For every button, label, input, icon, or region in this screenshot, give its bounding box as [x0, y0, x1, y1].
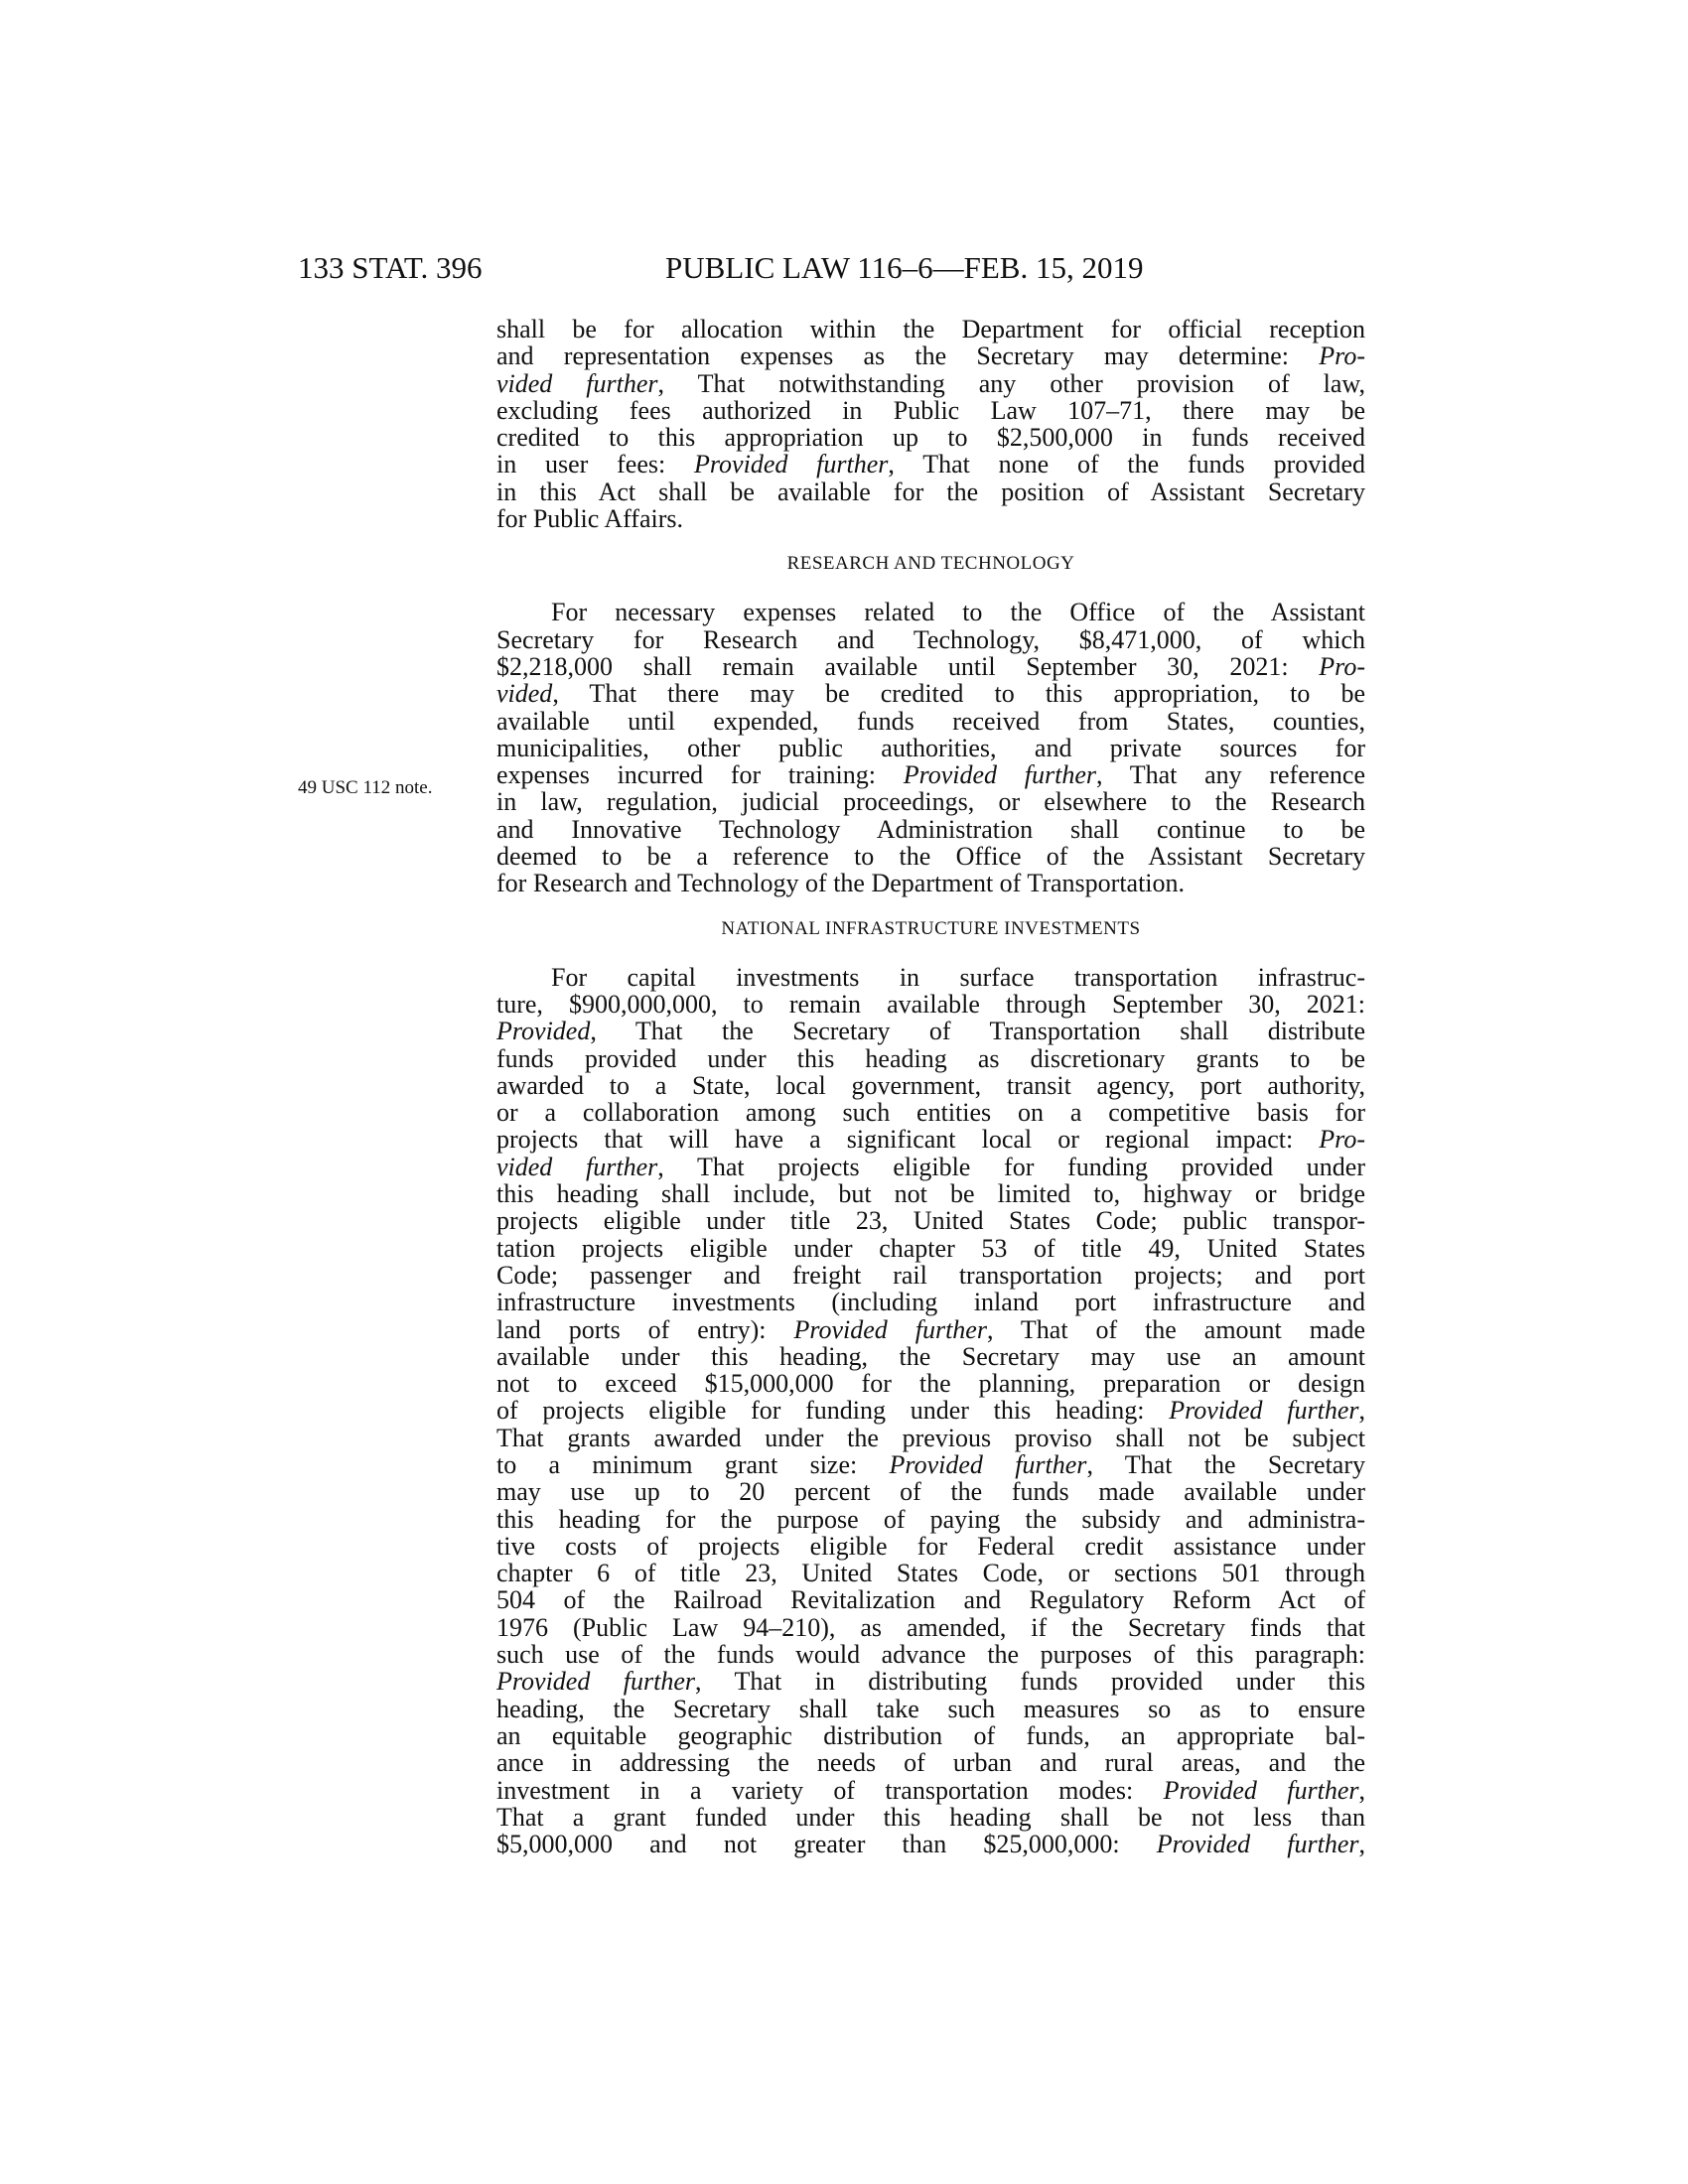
text-line: an equitable geographic distribution of funds, an appropriate bal- — [496, 1720, 1365, 1750]
section-research-and-technology — [496, 552, 1365, 896]
stat-citation: 133 STAT. 396 — [298, 250, 483, 285]
text-line: not to exceed $15,000,000 for the planning, preparation or design — [496, 1369, 1365, 1399]
text-line: chapter 6 of title 23, United States Code, or sections 501 through — [496, 1559, 1365, 1588]
italic-proviso: Provided further — [903, 760, 1096, 790]
italic-proviso: Pro- — [1319, 1125, 1365, 1155]
text-line: available until expended, funds received from States, counties, — [496, 706, 1365, 736]
text-line: For capital investments in surface transportation infrastruc- — [551, 962, 1365, 992]
text-line: excluding fees authorized in Public Law 107–71, there may be — [496, 395, 1365, 425]
margin-note-usc-citation: 49 USC 112 note. — [298, 777, 433, 798]
text-line: or a collaboration among such entities on a competitive basis for — [496, 1098, 1365, 1128]
text-line: this heading for the purpose of paying the subsidy and administra- — [496, 1504, 1365, 1534]
text-line: tive costs of projects eligible for Federal credit assistance under — [496, 1531, 1365, 1561]
section-lines — [496, 964, 1365, 1858]
text-line: ance in addressing the needs of urban and rural areas, and the — [496, 1748, 1365, 1778]
text-line: shall be for allocation within the Department for official reception — [496, 315, 1365, 343]
text-line: tation projects eligible under chapter 53 of title 49, United States — [496, 1233, 1365, 1263]
text-line: and Innovative Technology Administration shall continue to be — [496, 814, 1365, 844]
text-line: For necessary expenses related to the Office of the Assistant — [551, 598, 1365, 627]
italic-proviso: Pro- — [1319, 651, 1365, 681]
text-line: Provided, That the Secretary of Transportation shall distribute — [496, 1017, 1365, 1046]
text-line: $2,218,000 shall remain available until September 30, 2021: Pro- — [496, 651, 1365, 681]
text-line: vided further, That projects eligible for funding provided under — [496, 1152, 1365, 1181]
text-line: available under this heading, the Secretary may use an amount — [496, 1341, 1365, 1371]
text-line: $5,000,000 and not greater than $25,000,000: Provided further, — [496, 1830, 1366, 1859]
text-line: such use of the funds would advance the purposes of this paragraph: — [496, 1640, 1365, 1670]
italic-proviso: vided — [496, 679, 553, 709]
text-line: 504 of the Railroad Revitalization and Regulatory Reform Act of — [496, 1585, 1365, 1615]
text-line: municipalities, other public authorities, and private sources for — [496, 733, 1365, 762]
italic-proviso: Provided further — [889, 1449, 1087, 1479]
text-line: for Public Affairs. — [496, 504, 683, 534]
section-continued-text — [496, 316, 1365, 532]
section-lines — [496, 316, 1365, 532]
text-line: infrastructure investments (including inland port infrastructure and — [496, 1288, 1365, 1317]
text-line: awarded to a State, local government, transit agency, port authority, — [496, 1070, 1365, 1100]
italic-proviso: Provided further — [496, 1667, 696, 1697]
text-line: Provided further, That in distributing funds provided under this — [496, 1667, 1365, 1697]
section-heading: NATIONAL INFRASTRUCTURE INVESTMENTS — [721, 917, 1141, 939]
text-line: may use up to 20 percent of the funds made available under — [496, 1477, 1365, 1507]
section-heading: RESEARCH AND TECHNOLOGY — [786, 553, 1075, 575]
text-line: vided, That there may be credited to this appropriation, to be — [496, 679, 1365, 709]
text-line: projects eligible under title 23, United States Code; public transpor- — [496, 1206, 1365, 1236]
text-line: Code; passenger and freight rail transportation projects; and port — [496, 1260, 1365, 1290]
italic-proviso: Provided further — [1163, 1775, 1359, 1805]
text-line: in this Act shall be available for the position of Assistant Secretary — [496, 477, 1365, 506]
italic-proviso: Provided further — [793, 1314, 987, 1344]
text-line: ture, $900,000,000, to remain available through September 30, 2021: — [496, 989, 1365, 1019]
text-line: vided further, That notwithstanding any other provision of law, — [496, 368, 1365, 398]
text-line: land ports of entry): Provided further, That of the amount made — [496, 1314, 1365, 1344]
section-lines — [496, 599, 1365, 896]
text-line: projects that will have a significant local or regional impact: Pro- — [496, 1125, 1365, 1155]
text-line: heading, the Secretary shall take such measures so as to ensure — [496, 1694, 1365, 1723]
italic-proviso: Provided — [496, 1017, 591, 1046]
text-line: Secretary for Research and Technology, $8,471,000, of which — [496, 624, 1365, 654]
italic-proviso: vided further — [496, 368, 658, 398]
text-line: expenses incurred for training: Provided further, That any reference — [496, 760, 1366, 790]
page-header — [0, 248, 1688, 288]
text-line: for Research and Technology of the Department of Transportation. — [496, 869, 1186, 898]
italic-proviso: Provided further — [1156, 1830, 1359, 1859]
text-line: 1976 (Public Law 94–210), as amended, if the Secretary finds that — [496, 1612, 1365, 1642]
italic-proviso: Pro- — [1319, 341, 1365, 371]
italic-proviso: Provided further — [1169, 1396, 1359, 1426]
text-line: this heading shall include, but not be limited to, highway or bridge — [496, 1179, 1365, 1209]
italic-proviso: vided further — [496, 1152, 658, 1181]
statute-body-text — [496, 316, 1365, 1857]
italic-proviso: Provided further — [694, 450, 889, 479]
text-line: of projects eligible for funding under this heading: Provided further, — [496, 1396, 1366, 1426]
section-national-infrastructure-investments — [496, 917, 1365, 1858]
text-line: That grants awarded under the previous proviso shall not be subject — [496, 1423, 1365, 1452]
text-line: credited to this appropriation up to $2,500,000 in funds received — [496, 423, 1365, 453]
running-head: PUBLIC LAW 116–6—FEB. 15, 2019 — [665, 250, 1144, 285]
text-line: to a minimum grant size: Provided further, That the Secretary — [496, 1449, 1365, 1479]
text-line: deemed to be a reference to the Office of the Assistant Secretary — [496, 842, 1365, 872]
text-line: and representation expenses as the Secretary may determine: Pro- — [496, 341, 1365, 371]
text-line: funds provided under this heading as discretionary grants to be — [496, 1043, 1365, 1073]
text-line: investment in a variety of transportation modes: Provided further, — [496, 1775, 1365, 1805]
text-line: That a grant funded under this heading shall be not less than — [496, 1802, 1365, 1832]
text-line: in user fees: Provided further, That none of the funds provided — [496, 450, 1365, 479]
text-line: in law, regulation, judicial proceedings, or elsewhere to the Research — [496, 787, 1365, 817]
